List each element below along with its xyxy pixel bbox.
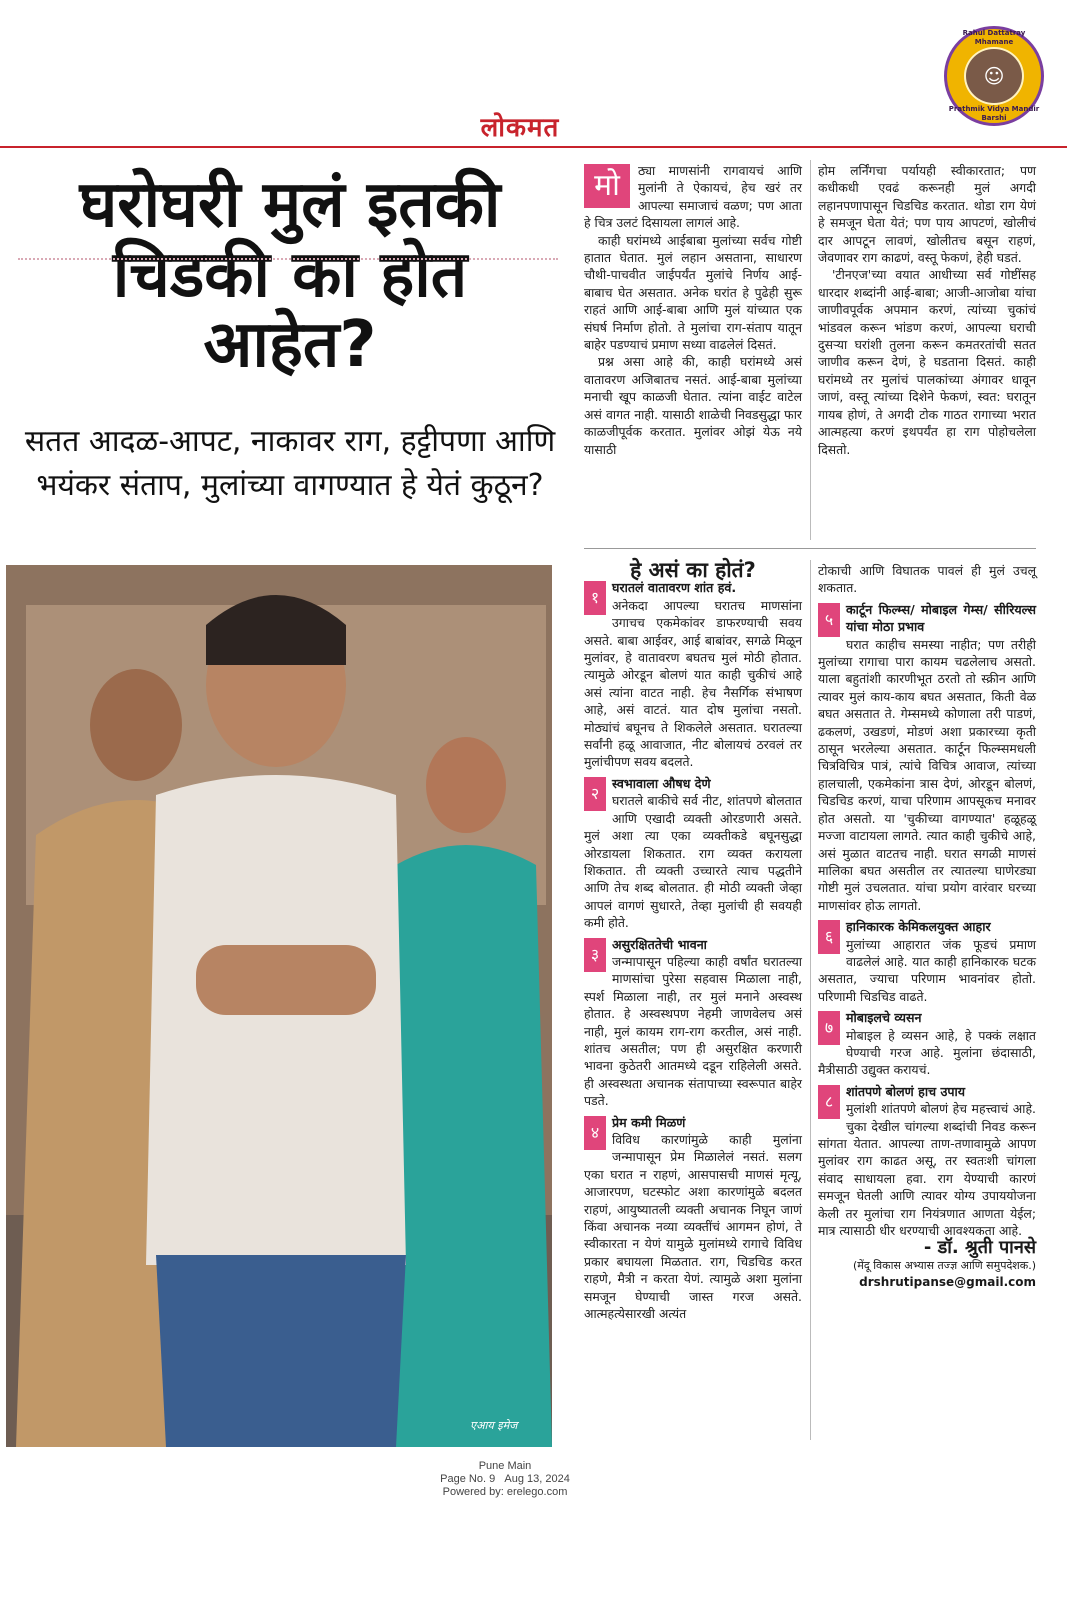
dotted-divider [18, 258, 558, 260]
reason-heading: स्वभावाला औषध देणे [612, 775, 711, 791]
reason-body: मुलांच्या आहारात जंक फूडचं प्रमाण वाढलेलं आहे. यात काही हानिकारक घटक असतात, ज्याचा परिणाम भावनांवर होतो. परिणामी चिडचिड वाढते. [818, 936, 1036, 1004]
reason-body: मुलांशी शांतपणे बोलणं हेच महत्त्वाचं आहे. चुका देखील चांगल्या शब्दांची निवड करून सांगता येतात. आपल्या ताण-तणावामुळे आपण मुलांवर राग काढत असू, तर स्वतःशी चांगला संवाद साधायला हवा. राग येण्याची कारणं समजून घेतली आणि त्यावर योग्य उपाययोजना केली तर मुलांचा राग नियंत्रणात आणता येईल; मात्र त्यासाठी धीर धरण्याची आवश्यकता आहे. [818, 1101, 1036, 1239]
reason-heading: प्रेम कमी मिळणं [612, 1114, 686, 1130]
reason-heading: कार्टून फिल्म्स/ मोबाइल गेम्स/ सीरियल्स यांचा मोठा प्रभाव [846, 601, 1036, 635]
edition-label: Pune Main [478, 1460, 532, 1472]
intro-paragraph: ठ्या माणसांनी रागवायचं आणि मुलांनी ते ऐकायचं, हेच खरं तर आपल्या समाजाचं वळण; पण आता हे चित्र उलटं दिसायला लागलं आहे. [584, 163, 802, 231]
headline: घरोघरी मुलं इतकी चिडकी का होत आहेत? [79, 168, 501, 382]
intro-column-2 [818, 162, 1036, 458]
page-number: Page No. 9 [440, 1473, 496, 1485]
reason-item [584, 579, 802, 770]
reason-number: ५ [818, 603, 840, 637]
why-column-2 [818, 562, 1036, 1292]
intro-paragraph: प्रश्न असा आहे की, काही घरांमध्ये असं वातावरण अजिबातच नसतं. आई-बाबा मुलांच्या मनाची खूप काळजी घेतात. त्यांना वाईट वाटेल असं वागत नाही. यासाठी शाळेची निवडसुद्धा फार काळजीपूर्वक करतात. मुलांवर ओझं येऊ नये यासाठी [584, 354, 802, 457]
reason-heading: घरातलं वातावरण शांत हवं. [612, 580, 737, 596]
reason-number: २ [584, 777, 606, 811]
reason-heading: मोबाइलचे व्यसन [846, 1010, 922, 1026]
column-divider [810, 160, 811, 540]
reason-body: मोबाइल हे व्यसन आहे, हे पक्कं लक्षात घेण्याची गरज आहे. मुलांना छंदासाठी, मैत्रीसाठी उद्युक्त करायचं. [818, 1027, 1036, 1078]
reason-continuation: टोकाची आणि विघातक पावलं ही मुलं उचलू शकतात. [818, 563, 1036, 596]
seal-text-2: Prathmik Vidya Mandir Barshi [948, 105, 1040, 122]
reason-item [584, 936, 802, 1110]
reason-number: ४ [584, 1116, 606, 1150]
section-title: हे असं का होतं? [630, 558, 756, 582]
intro-paragraph: 'टीनएज'च्या वयात आधीच्या सर्व गोष्टींसह धारदार शब्दांनी आई-बाबा; आजी-आजोबा यांचा जाणीवपूर्वक अपमान करणं, त्यांच्या चुकांचं भांडवल करून भांडण करणं, आपल्या घराची दुसऱ्या घरांशी तुलना करून कमतरतांची सतत जाणीव करून देणं, हे घडताना दिसतं. काही घरांमध्ये तर मुलांचं पालकांच्या अंगावर धावून जाणं, वस्तू त्यांच्या दिशेने फेकणं, स्वत: घरातून गायब होणं, ते अगदी टोक गाठत रागाच्या भरात आत्महत्या करणं इथपर्यंत हा राग पोहोचलेला दिसतो. [818, 267, 1036, 457]
intro-column-1 [584, 162, 802, 458]
illustration-image [6, 565, 552, 1447]
reason-body: घरात काहीच समस्या नाहीत; पण तरीही मुलांच्या रागाचा पारा कायम चढलेलाच असतो. याला बहुतांशी कारणीभूत ठरतो तो स्क्रीन आणि त्यावर मुलं काय-काय बघत असतात, किती वेळ बघत असतात ते. गेम्समध्ये कोणाला तरी पाडणं, ढकलणं, उखडणं, मोडणं अशा प्रकारच्या कृती ठासून भरलेल्या असतात. कार्टून फिल्म्समधली चित्रविचित्र पात्रं, त्यांचे विचित्र आवाज, त्यांच्या हालचाली, एकमेकांना त्रास देणं, ओरडून बोलणं, चिडचिड करणं, याचा परिणाम आपसूकच मनावर होत असतो. या 'चुकीच्या वागण्यात' हळूहळू मज्जा वाटायला लागते. त्यात काही चुकीचे आहे, असं मुळात वाटतच नाही. घरात सगळी माणसं मालिका बघत असतील तर त्यातल्या घाणेरड्या गोष्टी मुलं उचलतात. यांचा प्रयोग वारंवार घरच्या माणसांवर होऊ लागतो. [818, 636, 1036, 913]
dropcap: मो [584, 164, 630, 208]
reason-heading: हानिकारक केमिकलयुक्त आहार [846, 919, 991, 935]
intro-paragraph: काही घरांमध्ये आईबाबा मुलांच्या सर्वच गोष्टी हातात घेतात. मुलं लहान असताना, साधारण चौथी-पाचवीत जाईपर्यंत मुलांचे निर्णय आई-बाबाच घेत असतात. अनेक घरांत हे पुढेही सुरू राहतं आणि आई-बाबा आणि मुलं यांच्यात एक संघर्ष निर्माण होतो. ते मुलांचा राग-संताप यातून बाहेर पडण्याचं प्रमाण सध्या वाढलेलं दिसतं. [584, 232, 802, 353]
seal-text: Rahul Dattatray Mhamane [962, 29, 1026, 46]
author-email: drshrutipanse@gmail.com [859, 1275, 1036, 1290]
reason-body: घरातले बाकीचे सर्व नीट, शांतपणे बोलतात आणि एखादी व्यक्ती ओरडणारी असते. मुलं अशा त्या एका व्यक्तीकडे बघूनसुद्धा ओरडायला शिकतात. राग व्यक्त करायला शिकतात. ती व्यक्ती उच्चारते त्याच पद्धतीने आणि तेच शब्द बोलतात. ही मोठी व्यक्ती जेव्हा आपलं वागणं सुधारते, तेव्हा मुलांची ही सवयही कमी होते. [584, 793, 802, 931]
header-rule [0, 146, 1067, 148]
reason-item [818, 1083, 1036, 1240]
reason-item [818, 601, 1036, 914]
reason-number: ८ [818, 1085, 840, 1119]
photo-seal [944, 26, 1044, 126]
page-footer [380, 1460, 630, 1499]
reason-number: १ [584, 581, 606, 615]
reason-number: ७ [818, 1011, 840, 1045]
why-column-1 [584, 558, 802, 1322]
powered-by: Powered by: erelego.com [442, 1486, 568, 1498]
image-credit: एआय इमेज [470, 1419, 518, 1432]
reason-item [818, 918, 1036, 1005]
subheadline: सतत आदळ-आपट, नाकावर राग, हट्टीपणा आणि भयंकर संताप, मुलांच्या वागण्यात हे येतं कुठून? [24, 424, 556, 503]
reason-item [584, 775, 802, 932]
reason-body: अनेकदा आपल्या घरातच माणसांना उगाचच एकमेकांवर डाफरण्याची सवय असते. बाबा आईवर, आई बाबांवर, सगळे मिळून मुलांवर, हे वातावरण बघतच मुलं मोठी होतात. त्यामुळे ओरडून बोलणं यात काही चुकीचं आहे असं त्यांना वाटत नाही. हेच नैसर्गिक संभाषण आहे, असं वाटतं. यात दोष मुलांचा नसतो. मोठ्यांचं बघूनच ते शिकलेले असतात. घरातल्या सर्वांनी हळू आवाजात, नीट बोलायचं ठरवलं तर मुलांचीपण सवय बदलते. [584, 597, 802, 770]
reason-number: ३ [584, 938, 606, 972]
intro-paragraph: होम लर्निंगचा पर्यायही स्वीकारतात; पण कधीकधी एवढं करूनही मुलं अगदी लहानपणापासून चिडचिड करतात. थोडा राग येणं हे समजून घेता येतं; पण पाय आपटणं, खोलीचं दार आपटून लावणं, खोलीतच बसून राहणं, जेवणावर राग काढणं, वस्तू फेकणं, हेही घडतं. [818, 163, 1036, 266]
reason-heading: शांतपणे बोलणं हाच उपाय [846, 1083, 966, 1099]
reason-heading: असुरक्षिततेची भावना [612, 936, 707, 952]
portrait-icon: ☺ [964, 47, 1024, 105]
reason-item [818, 1009, 1036, 1079]
reason-body: विविध कारणांमुळे काही मुलांना जन्मापासून प्रेम मिळालेलं नसतं. सलग एका घरात न राहणं, आसपासची माणसं मृत्यू, आजारपण, घटस्फोट अशा कारणांमुळे बदलत राहणं, आयुष्यातली व्यक्ती अचानक निघून जाणं किंवा अचानक नव्या व्यक्तींचं आगमन होणं, ते स्वीकारता न येणं यामुळे मुलांमध्ये रागाचे विविध प्रकार बघायला मिळतात. राग, चिडचिड करत राहणे, मैत्री न करता येणं. त्यामुळे अशा मुलांना समजून घेण्याची जास्त गरज असते. आत्महत्येसारखी अत्यंत [584, 1132, 802, 1322]
reason-item [584, 1114, 802, 1323]
reason-body: जन्मापासून पहिल्या काही वर्षांत घरातल्या माणसांचा पुरेसा सहवास मिळाला नाही, स्पर्श मिळाला नाही, तर मुलं मनाने अस्वस्थ होतात. हे अस्वस्थपण नेहमी जाणवेलच असं नाही, मुलं कायम राग-राग करतील, असं नाही. शांतच असतील; पण ही असुरक्षित करणारी भावना कुठेतरी आतमध्ये दडून राहिलेली असते. ही अस्वस्थता अचानक संतापाच्या स्वरूपात बाहेर पडते. [584, 953, 802, 1109]
page-info [380, 1473, 630, 1486]
author-role: (मेंदू विकास अभ्यास तज्ज्ञ आणि समुपदेशक.) [852, 1258, 1036, 1272]
reason-number: ६ [818, 920, 840, 954]
section-separator [584, 548, 1036, 549]
column-divider [810, 560, 811, 1440]
author-name: - डॉ. श्रुती पानसे [923, 1237, 1036, 1259]
masthead-logo: लोकमत [480, 113, 560, 143]
page-date: Aug 13, 2024 [504, 1473, 570, 1485]
